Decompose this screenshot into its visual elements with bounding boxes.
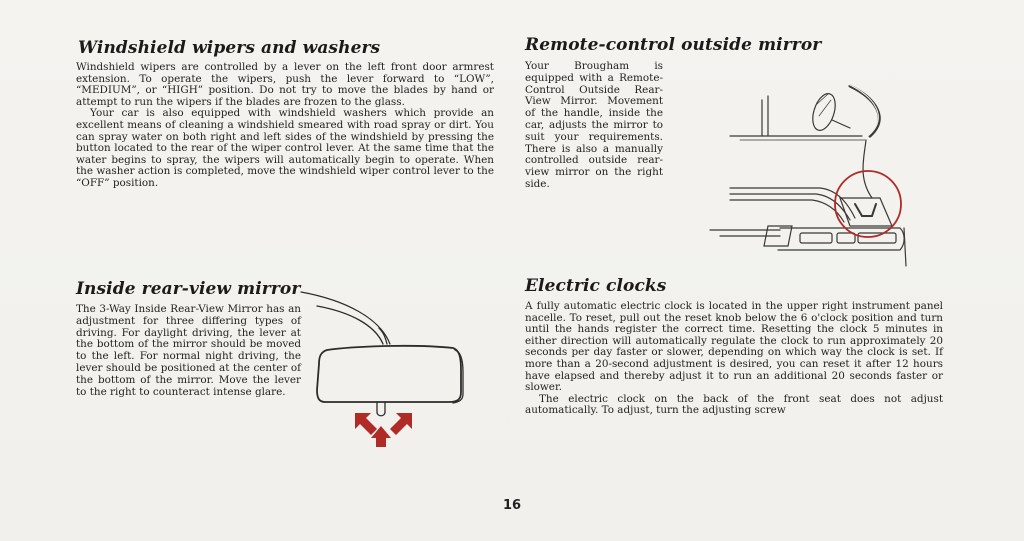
section-title-electric-clocks: Electric clocks <box>525 276 667 296</box>
paragraph: The 3-Way Inside Rear-View Mirror has an adjustment for three differing types of driving. For daylight driving, the lever at the bottom of the mirror should be moved to the left. For normal night driving, the lever should be positioned at the center of the bottom of the mirror. Move the lever to the right to counteract intense glare. <box>76 303 301 398</box>
section-body-electric-clocks <box>525 301 943 417</box>
paragraph: Your Brougham is equipped with a Remote-Control Outside Rear-View Mirror. Movement of the handle, inside the car, adjusts the mirror to suit your requirements. There is also a manually controlled outside rear-view mirror on the right side. <box>525 60 663 190</box>
paragraph: The electric clock on the back of the front seat does not adjust automatically. To adjust, turn the adjusting screw <box>525 392 943 417</box>
highlight-circle-icon <box>835 171 901 237</box>
section-title-inside-mirror: Inside rear-view mirror <box>76 279 301 299</box>
paragraph: Your car is also equipped with windshield washers which provide an excellent means of cleaning a windshield smeared with road spray or dirt. You can spray water on both right and left sides of the windshield by pressing the button located to the rear of the wiper control lever. At the same time that the water begins to spray, the wipers will automatically begin to operate. When the washer action is completed, move the windshield wiper control lever to the “OFF” position. <box>76 107 494 189</box>
section-title-windshield-wipers: Windshield wipers and washers <box>78 38 381 58</box>
section-body-inside-mirror <box>76 304 301 398</box>
inside-mirror-illustration <box>295 280 475 450</box>
section-body-windshield-wipers <box>76 62 494 190</box>
paragraph: Windshield wipers are controlled by a lever on the left front door armrest extension. To operate the wipers, push the lever forward to “LOW”, “MEDIUM”, or “HIGH” position. Do not try to move the blades by hand or attempt to run the wipers if the blades are frozen to the glass. <box>76 61 494 108</box>
paragraph: A fully automatic electric clock is located in the upper right instrument panel nacelle. To reset, pull out the reset knob below the 6 o'clock position and turn until the hands register the correct time. Resetting the clock 5 minutes in either direction will automatically regulate the clock to run approximately 20 seconds per day faster or slower, depending on which way the clock is set. If more than a 20-second adjustment is desired, you can reset it after 12 hours have elapsed and thereby adjust it to run an additional 20 seconds faster or slower. <box>525 300 943 394</box>
section-body-remote-mirror <box>525 61 663 191</box>
page-number: 16 <box>503 498 522 513</box>
adjustment-arrows-icon <box>355 413 412 447</box>
remote-mirror-illustration <box>700 78 920 268</box>
section-title-remote-mirror: Remote-control outside mirror <box>525 35 822 55</box>
